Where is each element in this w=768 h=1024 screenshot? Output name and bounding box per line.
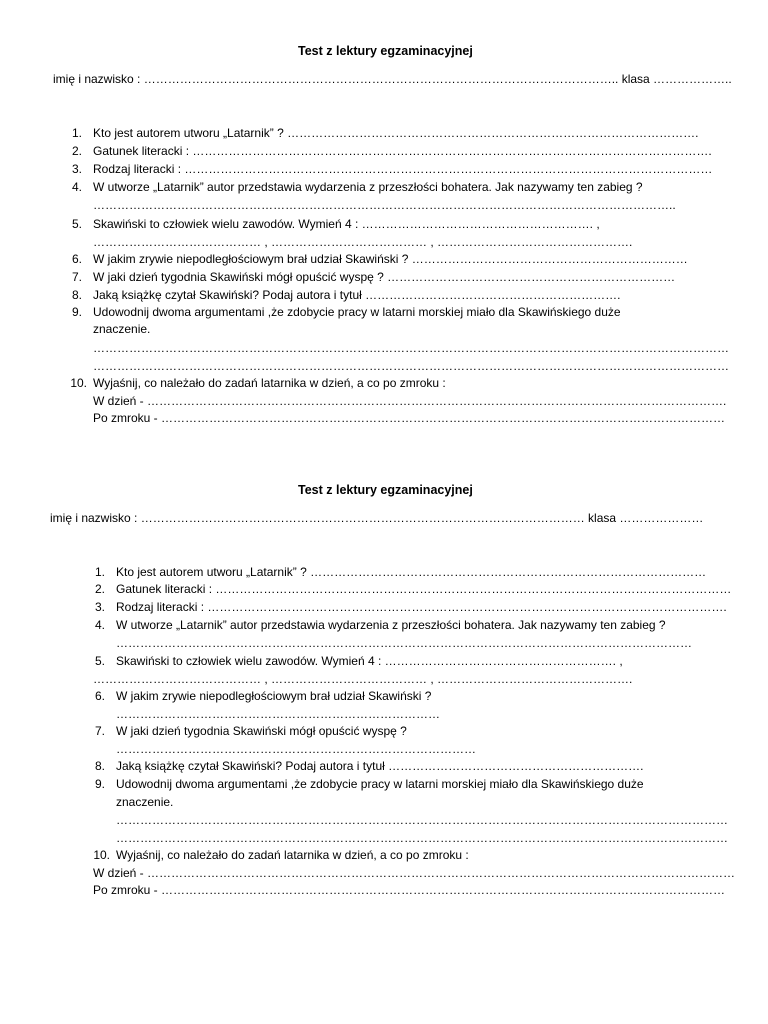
question-number: 9. [71,305,82,319]
answer-line: ……………………………………………………………………………………………………………………………………… [116,813,728,827]
question-10: Wyjaśnij, co należało do zadań latarnika w dzień, a co po zmroku : [93,376,446,390]
question-9-continuation: znaczenie. [116,795,174,809]
name-class-line: imię i nazwisko : ………………………………………………………………………………………………… klasa ………………… [50,511,704,525]
question-4: W utworze „Latarnik” autor przedstawia wydarzenia z przeszłości bohatera. Jak nazywamy ten zabieg ? [116,618,666,632]
test-title: Test z lektury egzaminacyjnej [298,483,473,497]
question-number: 10. [70,376,87,390]
question-3: Rodzaj literacki : …………………………………………………………………………………………………………………. [116,600,727,614]
question-6: W jakim zrywie niepodległościowym brał udział Skawiński ? [116,689,432,703]
question-2: Gatunek literacki : …………………………………………………………………………………………………………………. [93,144,712,158]
question-2: Gatunek literacki : ………………………………………………………………………………………………………………… [116,582,732,596]
question-number: 5. [71,217,82,231]
question-3: Rodzaj literacki : …………………………………………………………………………………………………………………… [93,162,713,176]
answer-line: ……………………………………………………………………………………………………………………………… [116,636,692,650]
question-7: W jaki dzień tygodnia Skawiński mógł opuścić wyspę ? [116,724,407,738]
question-6: W jakim zrywie niepodległościowym brał udział Skawiński ? …………………………………………………………… [93,252,688,266]
question-7: W jaki dzień tygodnia Skawiński mógł opuścić wyspę ? ……………………………………………………………… [93,270,676,284]
answer-line: ……………………………………………………………………………… [116,742,476,756]
question-number: 6. [71,252,82,266]
question-5: Skawiński to człowiek wielu zawodów. Wymień 4 : …………………………………………………. , [93,217,600,231]
question-number: 6. [94,689,105,703]
question-number: 3. [94,600,105,614]
question-number: 1. [94,565,105,579]
answer-night: Po zmroku - …………………………………………………………………………………………………………………………… [93,411,726,425]
question-1: Kto jest autorem utworu „Latarnik” ? …………………………………………………………………………………………. [93,126,699,140]
question-9: Udowodnij dwoma argumentami ,że zdobycie pracy w latarni morskiej miało dla Skawińskiego duże [93,305,621,319]
question-number: 5. [94,654,105,668]
question-9-continuation: znaczenie. [93,322,151,336]
question-8: Jaką książkę czytał Skawiński? Podaj autora i tytuł ………………………………………………………. [93,288,621,302]
question-9: Udowodnij dwoma argumentami ,że zdobycie pracy w latarni morskiej miało dla Skawińskiego duże [116,777,644,791]
answer-line: ……………………………………………………………………… [116,707,440,721]
question-number: 1. [71,126,82,140]
question-number: 4. [71,180,82,194]
question-number: 7. [71,270,82,284]
question-number: 2. [71,144,82,158]
answer-night: Po zmroku - …………………………………………………………………………………………………………………………… [93,883,726,897]
answer-day: W dzień - ………………………………………………………………………………………………………………………………… [93,866,736,880]
answer-line: …………………………………… , ………………………………… , …………………………………………. [93,235,633,249]
answer-line: …………………………………… , ………………………………… , …………………………………………. [93,672,633,686]
answer-line: ……………………………………………………………………………………………………………………………….. [93,198,676,212]
question-number: 3. [71,162,82,176]
question-number: 10. [93,848,110,862]
question-8: Jaką książkę czytał Skawiński? Podaj autora i tytuł ………………………………………………………. [116,759,644,773]
question-number: 4. [94,618,105,632]
test-title: Test z lektury egzaminacyjnej [298,44,473,58]
question-number: 9. [94,777,105,791]
answer-line: …………………………………………………………………………………………………………………………………………… [93,341,729,355]
question-1: Kto jest autorem utworu „Latarnik” ? ……………………………………………………………………………………… [116,565,707,579]
question-4: W utworze „Latarnik” autor przedstawia wydarzenia z przeszłości bohatera. Jak nazywamy ten zabieg ? [93,180,643,194]
answer-day: W dzień - ………………………………………………………………………………………………………………………………. [93,394,727,408]
question-number: 8. [71,288,82,302]
question-number: 7. [94,724,105,738]
question-5: Skawiński to człowiek wielu zawodów. Wymień 4 : …………………………………………………. , [116,654,623,668]
answer-line: …………………………………………………………………………………………………………………………………………… [93,359,729,373]
question-number: 2. [94,582,105,596]
answer-line: ……………………………………………………………………………………………………………………………………… [116,831,728,845]
question-10: Wyjaśnij, co należało do zadań latarnika w dzień, a co po zmroku : [116,848,469,862]
name-class-line: imię i nazwisko : ……………………………………………………………………………………………………….. klasa ……………….. [53,72,732,86]
question-number: 8. [94,759,105,773]
